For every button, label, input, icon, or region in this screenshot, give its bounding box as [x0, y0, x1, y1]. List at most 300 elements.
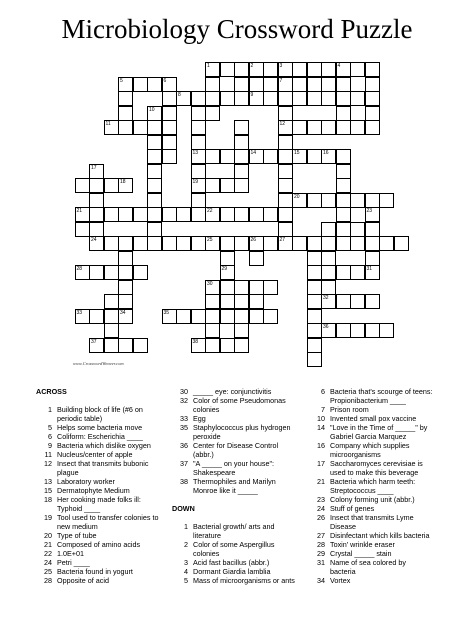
clue-text: Gabriel Garcia Marquez — [330, 432, 407, 441]
grid-cell[interactable] — [234, 178, 249, 193]
grid-cell[interactable] — [234, 77, 249, 92]
grid-cell[interactable] — [336, 236, 351, 251]
grid-cell[interactable] — [278, 164, 293, 179]
grid-cell[interactable] — [278, 120, 293, 135]
grid-cell[interactable] — [263, 309, 278, 324]
grid-cell[interactable] — [307, 62, 322, 77]
grid-cell[interactable] — [321, 265, 336, 280]
grid-cell[interactable] — [176, 309, 191, 324]
grid-cell[interactable] — [278, 222, 293, 237]
grid-cell[interactable] — [292, 62, 307, 77]
cell-number: 3 — [279, 63, 283, 69]
grid-cell[interactable] — [118, 251, 133, 266]
clue-item — [172, 423, 304, 432]
grid-cell[interactable] — [75, 265, 90, 280]
grid-cell[interactable] — [118, 91, 133, 106]
cell-number: 7 — [279, 77, 283, 84]
grid-cell[interactable] — [365, 323, 380, 338]
grid-cell[interactable] — [133, 236, 148, 251]
clue-text: Dermatophyte Medium — [57, 486, 130, 495]
clue-text: Company which supplies — [330, 441, 410, 450]
grid-cell[interactable] — [176, 236, 191, 251]
grid-cell[interactable] — [336, 77, 351, 92]
grid-cell[interactable] — [365, 62, 380, 77]
clue-text: Opposite of acid — [57, 576, 109, 585]
clue-number: 1 — [48, 405, 52, 414]
grid-cell[interactable] — [278, 91, 293, 106]
grid-cell[interactable] — [278, 193, 293, 208]
grid-cell[interactable] — [205, 178, 220, 193]
clue-text: Building block of life (#6 on — [57, 405, 143, 414]
grid-cell[interactable] — [104, 120, 119, 135]
grid-cell[interactable] — [205, 280, 220, 295]
cell-number: 38 — [192, 338, 199, 345]
grid-cell[interactable] — [292, 193, 307, 208]
clue-text: Type of tube — [57, 531, 97, 540]
grid-cell[interactable] — [321, 149, 336, 164]
grid-cell[interactable] — [118, 106, 133, 121]
grid-cell[interactable] — [118, 77, 133, 92]
grid-cell[interactable] — [249, 236, 264, 251]
grid-cell[interactable] — [336, 222, 351, 237]
grid-cell[interactable] — [162, 91, 177, 106]
cell-number: 35 — [163, 309, 170, 316]
grid-cell[interactable] — [307, 265, 322, 280]
clue-item — [309, 522, 459, 531]
grid-cell[interactable] — [118, 338, 133, 353]
grid-cell[interactable] — [147, 106, 162, 121]
grid-cell[interactable] — [118, 178, 133, 193]
grid-cell[interactable] — [365, 193, 380, 208]
section-heading — [172, 504, 304, 513]
grid-cell[interactable] — [278, 236, 293, 251]
grid-cell[interactable] — [191, 178, 206, 193]
clue-text: Bacterial growth/ arts and — [193, 522, 275, 531]
grid-cell[interactable] — [220, 280, 235, 295]
grid-cell[interactable] — [263, 236, 278, 251]
grid-cell[interactable] — [234, 338, 249, 353]
grid-cell[interactable] — [379, 236, 394, 251]
grid-cell[interactable] — [249, 251, 264, 266]
grid-cell[interactable] — [234, 294, 249, 309]
grid-cell[interactable] — [394, 236, 409, 251]
grid-cell[interactable] — [307, 309, 322, 324]
grid-cell[interactable] — [89, 207, 104, 222]
clue-item — [309, 576, 459, 585]
grid-cell[interactable] — [307, 91, 322, 106]
grid-cell[interactable] — [191, 120, 206, 135]
grid-cell[interactable] — [249, 149, 264, 164]
clue-item — [309, 477, 459, 486]
grid-cell[interactable] — [191, 106, 206, 121]
grid-cell[interactable] — [133, 77, 148, 92]
grid-cell[interactable] — [147, 77, 162, 92]
grid-cell[interactable] — [234, 120, 249, 135]
grid-cell[interactable] — [75, 178, 90, 193]
clue-text: Bacteria which harm teeth: — [330, 477, 416, 486]
grid-cell[interactable] — [292, 149, 307, 164]
grid-cell[interactable] — [147, 120, 162, 135]
grid-cell[interactable] — [278, 207, 293, 222]
grid-cell[interactable] — [321, 77, 336, 92]
grid-cell[interactable] — [307, 193, 322, 208]
grid-cell[interactable] — [118, 280, 133, 295]
grid-cell[interactable] — [118, 294, 133, 309]
grid-cell[interactable] — [176, 207, 191, 222]
grid-cell[interactable] — [104, 294, 119, 309]
cell-number: 29 — [221, 266, 228, 272]
grid-cell[interactable] — [292, 77, 307, 92]
clue-text: Disease — [330, 522, 356, 531]
cell-number: 23 — [366, 208, 373, 214]
clue-item — [309, 468, 459, 477]
grid-cell[interactable] — [234, 236, 249, 251]
grid-cell[interactable] — [205, 106, 220, 121]
grid-cell[interactable] — [147, 222, 162, 237]
grid-cell[interactable] — [234, 164, 249, 179]
grid-cell[interactable] — [249, 280, 264, 295]
grid-cell[interactable] — [365, 91, 380, 106]
clue-text: Bacteria found in yogurt — [57, 567, 133, 576]
grid-cell[interactable] — [205, 236, 220, 251]
grid-cell[interactable] — [75, 222, 90, 237]
grid-cell[interactable] — [336, 62, 351, 77]
grid-cell[interactable] — [278, 149, 293, 164]
grid-cell[interactable] — [321, 251, 336, 266]
grid-cell[interactable] — [263, 62, 278, 77]
grid-cell[interactable] — [191, 91, 206, 106]
grid-cell[interactable] — [307, 251, 322, 266]
grid-cell[interactable] — [350, 62, 365, 77]
grid-cell[interactable] — [205, 338, 220, 353]
grid-cell[interactable] — [234, 207, 249, 222]
grid-cell[interactable] — [191, 338, 206, 353]
clue-item — [172, 432, 304, 441]
grid-cell[interactable] — [191, 207, 206, 222]
grid-cell[interactable] — [147, 178, 162, 193]
cell-number: 10 — [149, 106, 155, 113]
grid-cell[interactable] — [234, 323, 249, 338]
grid-cell[interactable] — [191, 309, 206, 324]
grid-cell[interactable] — [365, 265, 380, 280]
grid-cell[interactable] — [307, 120, 322, 135]
clue-number — [36, 468, 57, 477]
grid-cell[interactable] — [234, 62, 249, 77]
grid-cell[interactable] — [350, 91, 365, 106]
grid-cell[interactable] — [191, 149, 206, 164]
grid-cell[interactable] — [118, 236, 133, 251]
grid-cell[interactable] — [292, 120, 307, 135]
grid-cell[interactable] — [278, 178, 293, 193]
grid-cell[interactable] — [205, 309, 220, 324]
clue-text: plague — [57, 468, 79, 477]
cell-number: 11 — [105, 121, 111, 127]
clue-text: Color of some Aspergillus — [193, 540, 275, 549]
clue-item — [309, 549, 459, 558]
clue-text: Helps some bacteria move — [57, 423, 143, 432]
grid-cell[interactable] — [321, 222, 336, 237]
cell-number: 1 — [207, 63, 210, 69]
grid-cell[interactable] — [205, 149, 220, 164]
grid-cell[interactable] — [321, 236, 336, 251]
grid-cell[interactable] — [365, 207, 380, 222]
grid-cell[interactable] — [162, 106, 177, 121]
grid-cell[interactable] — [365, 120, 380, 135]
clue-item — [172, 468, 304, 477]
grid-cell[interactable] — [336, 193, 351, 208]
grid-cell[interactable] — [350, 323, 365, 338]
grid-cell[interactable] — [307, 280, 322, 295]
grid-cell[interactable] — [249, 294, 264, 309]
clue-item — [172, 567, 304, 576]
clue-number — [172, 450, 193, 459]
grid-cell[interactable] — [263, 207, 278, 222]
grid-cell[interactable] — [176, 91, 191, 106]
grid-cell[interactable] — [365, 236, 380, 251]
grid-cell[interactable] — [220, 265, 235, 280]
grid-cell[interactable] — [307, 77, 322, 92]
grid-cell[interactable] — [278, 106, 293, 121]
grid-cell[interactable] — [321, 193, 336, 208]
grid-cell[interactable] — [263, 280, 278, 295]
cell-number: 9 — [250, 92, 254, 98]
grid-cell[interactable] — [118, 207, 133, 222]
grid-cell[interactable] — [263, 149, 278, 164]
clue-number: 31 — [317, 558, 325, 567]
grid-cell[interactable] — [278, 135, 293, 150]
grid-cell[interactable] — [350, 265, 365, 280]
grid-cell[interactable] — [89, 338, 104, 353]
grid-cell[interactable] — [336, 323, 351, 338]
clue-item — [309, 486, 459, 495]
grid-cell[interactable] — [321, 294, 336, 309]
grid-cell[interactable] — [336, 294, 351, 309]
clue-text: Invented small pox vaccine — [330, 414, 417, 423]
clue-number: 26 — [317, 513, 325, 522]
grid-cell[interactable] — [220, 236, 235, 251]
grid-cell[interactable] — [89, 309, 104, 324]
grid-cell[interactable] — [321, 62, 336, 77]
clue-item — [36, 558, 164, 567]
clue-item — [172, 450, 304, 459]
grid-cell[interactable] — [350, 236, 365, 251]
grid-cell[interactable] — [263, 91, 278, 106]
grid-cell[interactable] — [321, 323, 336, 338]
grid-cell[interactable] — [365, 294, 380, 309]
clue-item — [172, 405, 304, 414]
grid-cell[interactable] — [249, 309, 264, 324]
grid-cell[interactable] — [75, 207, 90, 222]
grid-cell[interactable] — [89, 222, 104, 237]
grid-cell[interactable] — [104, 323, 119, 338]
grid-cell[interactable] — [133, 265, 148, 280]
grid-cell[interactable] — [89, 236, 104, 251]
grid-cell[interactable] — [89, 193, 104, 208]
grid-cell[interactable] — [321, 120, 336, 135]
clue-item — [309, 495, 459, 504]
grid-cell[interactable] — [350, 294, 365, 309]
grid-cell[interactable] — [118, 120, 133, 135]
grid-cell[interactable] — [191, 193, 206, 208]
grid-cell[interactable] — [205, 207, 220, 222]
grid-cell[interactable] — [191, 135, 206, 150]
grid-cell[interactable] — [350, 193, 365, 208]
grid-cell[interactable] — [365, 77, 380, 92]
clue-text: used to make this beverage — [330, 468, 419, 477]
grid-cell[interactable] — [292, 236, 307, 251]
grid-cell[interactable] — [249, 62, 264, 77]
grid-cell[interactable] — [220, 149, 235, 164]
grid-cell[interactable] — [220, 309, 235, 324]
grid-cell[interactable] — [350, 120, 365, 135]
grid-cell[interactable] — [147, 207, 162, 222]
grid-cell[interactable] — [133, 120, 148, 135]
grid-cell[interactable] — [205, 294, 220, 309]
grid-cell[interactable] — [336, 207, 351, 222]
grid-cell[interactable] — [263, 77, 278, 92]
grid-cell[interactable] — [220, 62, 235, 77]
clue-number: 6 — [321, 387, 325, 396]
clue-text: Composed of amino acids — [57, 540, 141, 549]
grid-cell[interactable] — [249, 207, 264, 222]
grid-cell[interactable] — [147, 149, 162, 164]
grid-cell[interactable] — [278, 62, 293, 77]
clue-text: Her cooking made folks ill: — [57, 495, 141, 504]
clue-item — [309, 504, 459, 513]
clue-text: Center for Disease Control — [193, 441, 279, 450]
grid-cell[interactable] — [336, 164, 351, 179]
grid-cell[interactable] — [307, 236, 322, 251]
grid-cell[interactable] — [321, 91, 336, 106]
grid-cell[interactable] — [365, 222, 380, 237]
grid-cell[interactable] — [379, 193, 394, 208]
grid-cell[interactable] — [104, 207, 119, 222]
grid-cell[interactable] — [321, 280, 336, 295]
clue-number — [309, 468, 330, 477]
grid-cell[interactable] — [336, 265, 351, 280]
cell-number: 4 — [337, 63, 341, 69]
grid-cell[interactable] — [205, 323, 220, 338]
clue-text: Propionibacterium ____ — [330, 396, 406, 405]
grid-cell[interactable] — [162, 120, 177, 135]
grid-cell[interactable] — [220, 294, 235, 309]
cell-number: 20 — [294, 193, 300, 200]
grid-cell[interactable] — [104, 338, 119, 353]
grid-cell[interactable] — [162, 135, 177, 150]
grid-cell[interactable] — [220, 178, 235, 193]
grid-cell[interactable] — [249, 91, 264, 106]
cell-number: 14 — [250, 150, 257, 156]
clue-number — [172, 405, 193, 414]
clue-text: Toxin' wrinkle eraser — [330, 540, 395, 549]
grid-cell[interactable] — [220, 91, 235, 106]
cell-number: 36 — [323, 324, 329, 330]
grid-cell[interactable] — [220, 338, 235, 353]
grid-cell[interactable] — [307, 338, 322, 353]
cell-number: 18 — [120, 179, 126, 185]
cell-number: 19 — [192, 179, 199, 185]
grid-cell[interactable] — [89, 265, 104, 280]
grid-cell[interactable] — [118, 309, 133, 324]
clue-item — [309, 405, 459, 414]
grid-cell[interactable] — [89, 164, 104, 179]
grid-cell[interactable] — [234, 280, 249, 295]
clue-number — [309, 486, 330, 495]
grid-cell[interactable] — [249, 77, 264, 92]
grid-cell[interactable] — [379, 323, 394, 338]
grid-cell[interactable] — [147, 193, 162, 208]
clue-number: 13 — [44, 477, 52, 486]
grid-cell[interactable] — [307, 149, 322, 164]
grid-cell[interactable] — [278, 77, 293, 92]
grid-cell[interactable] — [365, 251, 380, 266]
grid-cell[interactable] — [336, 178, 351, 193]
grid-cell[interactable] — [162, 77, 177, 92]
clue-number — [309, 396, 330, 405]
cell-number: 24 — [91, 237, 97, 243]
clue-item — [36, 549, 164, 558]
grid-cell[interactable] — [307, 323, 322, 338]
clue-text: Name of sea colored by — [330, 558, 406, 567]
grid-cell[interactable] — [205, 91, 220, 106]
grid-cell[interactable] — [234, 309, 249, 324]
grid-cell[interactable] — [162, 309, 177, 324]
clue-item — [36, 567, 164, 576]
clue-number: 15 — [44, 486, 52, 495]
grid-cell[interactable] — [75, 309, 90, 324]
clue-item — [309, 441, 459, 450]
grid-cell[interactable] — [162, 207, 177, 222]
grid-cell[interactable] — [205, 62, 220, 77]
grid-cell[interactable] — [336, 149, 351, 164]
grid-cell[interactable] — [147, 164, 162, 179]
grid-cell[interactable] — [307, 294, 322, 309]
grid-cell[interactable] — [234, 135, 249, 150]
grid-cell[interactable] — [336, 91, 351, 106]
grid-cell[interactable] — [234, 149, 249, 164]
clue-item — [172, 540, 304, 549]
grid-cell[interactable] — [336, 106, 351, 121]
grid-cell[interactable] — [292, 91, 307, 106]
grid-cell[interactable] — [220, 207, 235, 222]
grid-cell[interactable] — [307, 352, 322, 367]
clue-item — [309, 414, 459, 423]
grid-cell[interactable] — [365, 106, 380, 121]
grid-cell[interactable] — [191, 236, 206, 251]
grid-cell[interactable] — [205, 77, 220, 92]
grid-cell[interactable] — [162, 236, 177, 251]
clue-item — [36, 540, 164, 549]
grid-cell[interactable] — [147, 236, 162, 251]
grid-cell[interactable] — [350, 222, 365, 237]
clue-number — [172, 468, 193, 477]
grid-cell[interactable] — [191, 164, 206, 179]
grid-cell[interactable] — [118, 265, 133, 280]
grid-cell[interactable] — [133, 207, 148, 222]
grid-cell[interactable] — [234, 91, 249, 106]
grid-cell[interactable] — [133, 338, 148, 353]
grid-cell[interactable] — [220, 251, 235, 266]
grid-cell[interactable] — [162, 149, 177, 164]
grid-cell[interactable] — [104, 236, 119, 251]
grid-cell[interactable] — [104, 265, 119, 280]
grid-cell[interactable] — [104, 178, 119, 193]
grid-cell[interactable] — [89, 178, 104, 193]
grid-cell[interactable] — [104, 309, 119, 324]
spacer — [172, 495, 304, 504]
grid-cell[interactable] — [147, 135, 162, 150]
grid-cell[interactable] — [336, 120, 351, 135]
